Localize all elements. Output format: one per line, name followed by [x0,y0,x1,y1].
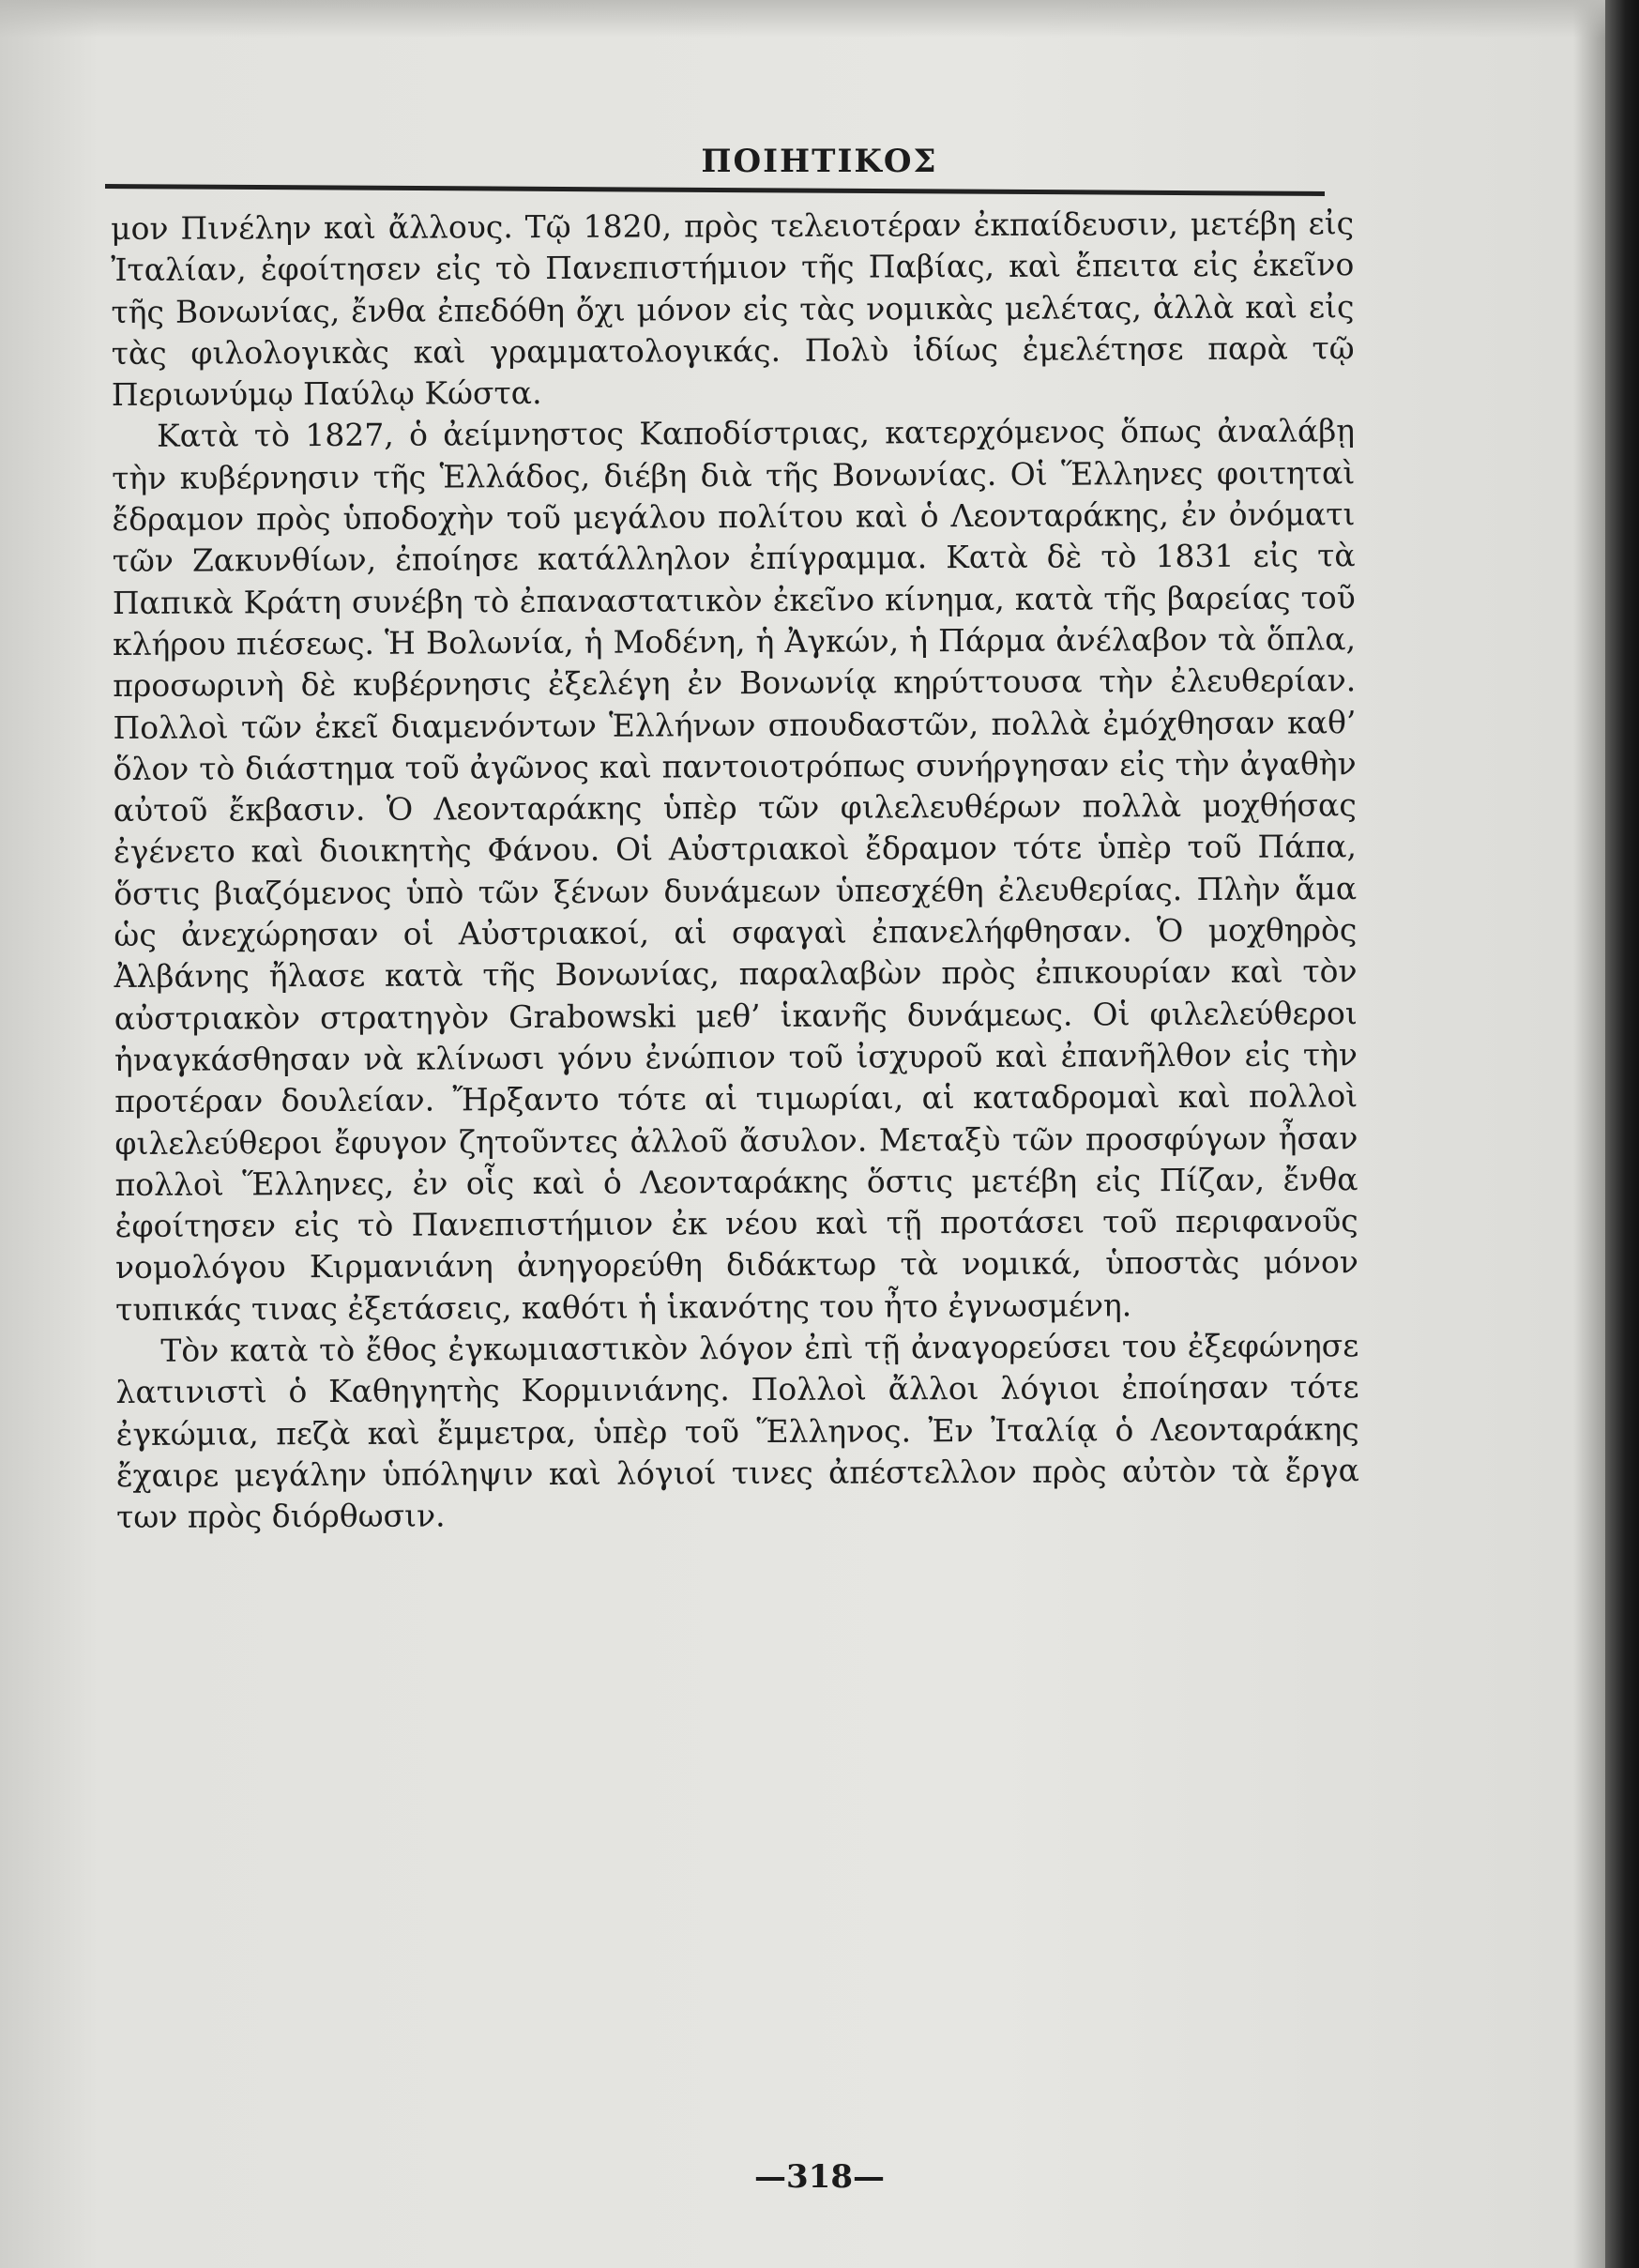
paragraph-2: Κατὰ τὸ 1827, ὁ ἀείμνηστος Καποδίστριας, κατερχόμενος ὅπως ἀναλάβῃ τὴν κυβέρνησιν τῆς Ἑλλάδος, διέβη διὰ τῆς Βονωνίας. Οἱ Ἕλληνες φοιτηταὶ ἔδραμον πρὸς ὑποδοχὴν τοῦ μεγάλου πολίτου καὶ ὁ Λεονταράκης, ἐν ὀνόματι τῶν Ζακυνθίων, ἐποίησε κατάλληλον ἐπίγραμμα. Κατὰ δὲ τὸ 1831 εἰς τὰ Παπικὰ Κράτη συνέβη τὸ ἐπαναστατικὸν ἐκεῖνο κίνημα, κατὰ τῆς βαρείας τοῦ κλήρου πιέσεως. Ἡ Βολωνία, ἡ Μοδένη, ἡ Ἀγκών, ἡ Πάρμα ἀνέλαβον τὰ ὅπλα, προσωρινὴ δὲ κυβέρνησις ἐξελέγη ἐν Βονωνίᾳ κηρύττουσα τὴν ἐλευθερίαν. Πολλοὶ τῶν ἐκεῖ διαμενόντων Ἑλλήνων σπουδαστῶν, πολλὰ ἐμόχθησαν καθ’ ὅλον τὸ διάστημα τοῦ ἀγῶνος καὶ παντοιοτρόπως συνήργησαν εἰς τὴν ἀγαθὴν αὐτοῦ ἔκβασιν. Ὁ Λεονταράκης ὑπὲρ τῶν φιλελευθέρων πολλὰ μοχθήσας ἐγένετο καὶ διοικητὴς Φάνου. Οἱ Αὐστριακοὶ ἔδραμον τότε ὑπὲρ τοῦ Πάπα, ὅστις βιαζόμενος ὑπὸ τῶν ξένων δυνάμεων ὑπεσχέθη ἐλευθερίας. Πλὴν ἅμα ὡς ἀνεχώρησαν οἱ Αὐστριακοί, αἱ σφαγαὶ ἐπανελήφθησαν. Ὁ μοχθηρὸς Ἀλβάνης ἤλασε κατὰ τῆς Βονωνίας, παραλαβὼν πρὸς ἐπικουρίαν καὶ τὸν αὐστριακὸν στρατηγὸν Grabowski μεθ’ ἱκανῆς δυνάμεως. Οἱ φιλελεύθεροι ἠναγκάσθησαν νὰ κλίνωσι γόνυ ἐνώπιον τοῦ ἰσχυροῦ καὶ ἐπανῆλθον εἰς τὴν προτέραν δουλείαν. Ἤρξαντο τότε αἱ τιμωρίαι, αἱ καταδρομαὶ καὶ πολλοὶ φιλελεύθεροι ἔφυγον ζητοῦντες ἀλλοῦ ἄσυλον. Μεταξὺ τῶν προσφύγων ἦσαν πολλοὶ Ἕλληνες, ἐν οἷς καὶ ὁ Λεονταράκης ὅστις μετέβη εἰς Πίζαν, ἔνθα ἐφοίτησεν εἰς τὸ Πανεπιστήμιον ἐκ νέου καὶ τῇ προτάσει τοῦ περιφανοῦς νομολόγου Κιρμανιάνη ἀνηγορεύθη διδάκτωρ τὰ νομικά, ὑποστὰς μόνον τυπικάς τινας ἐξετάσεις, καθότι ἡ ἱκανότης του ἦτο ἐγνωσμένη. [112,412,1358,1328]
header-rule [105,184,1325,196]
book-gutter-shadow [1605,0,1639,2268]
page-number: —318— [754,2158,885,2196]
paragraph-1: μον Πινέλην καὶ ἄλλους. Τῷ 1820, πρὸς τελειοτέραν ἐκπαίδευσιν, μετέβη εἰς Ἰταλίαν, ἐφοίτησεν εἰς τὸ Πανεπιστήμιον τῆς Παβίας, καὶ ἔπειτα εἰς ἐκεῖνο τῆς Βονωνίας, ἔνθα ἐπεδόθη ὄχι μόνον εἰς τὰς νομικὰς μελέτας, ἀλλὰ καὶ εἰς τὰς φιλολογικὰς καὶ γραμματολογικάς. Πολὺ ἰδίως ἐμελέτησε παρὰ τῷ Περιωνύμῳ Παύλῳ Κώστα. [111,205,1355,414]
page-top-shadow [0,0,1639,38]
body-text [111,203,1359,1538]
paragraph-3: Τὸν κατὰ τὸ ἔθος ἐγκωμιαστικὸν λόγον ἐπὶ τῇ ἀναγορεύσει του ἐξεφώνησε λατινιστὶ ὁ Καθηγητὴς Κορμινιάνης. Πολλοὶ ἄλλοι λόγιοι ἐποίησαν τότε ἐγκώμια, πεζὰ καὶ ἔμμετρα, ὑπὲρ τοῦ Ἕλληνος. Ἐν Ἰταλίᾳ ὁ Λεονταράκης ἔχαιρε μεγάλην ὑπόληψιν καὶ λόγιοί τινες ἀπέστελλον πρὸς αὐτὸν τὰ ἔργα των πρὸς διόρθωσιν. [115,1327,1359,1536]
running-header: ΠΟΙΗΤΙΚΟΣ [701,143,938,180]
